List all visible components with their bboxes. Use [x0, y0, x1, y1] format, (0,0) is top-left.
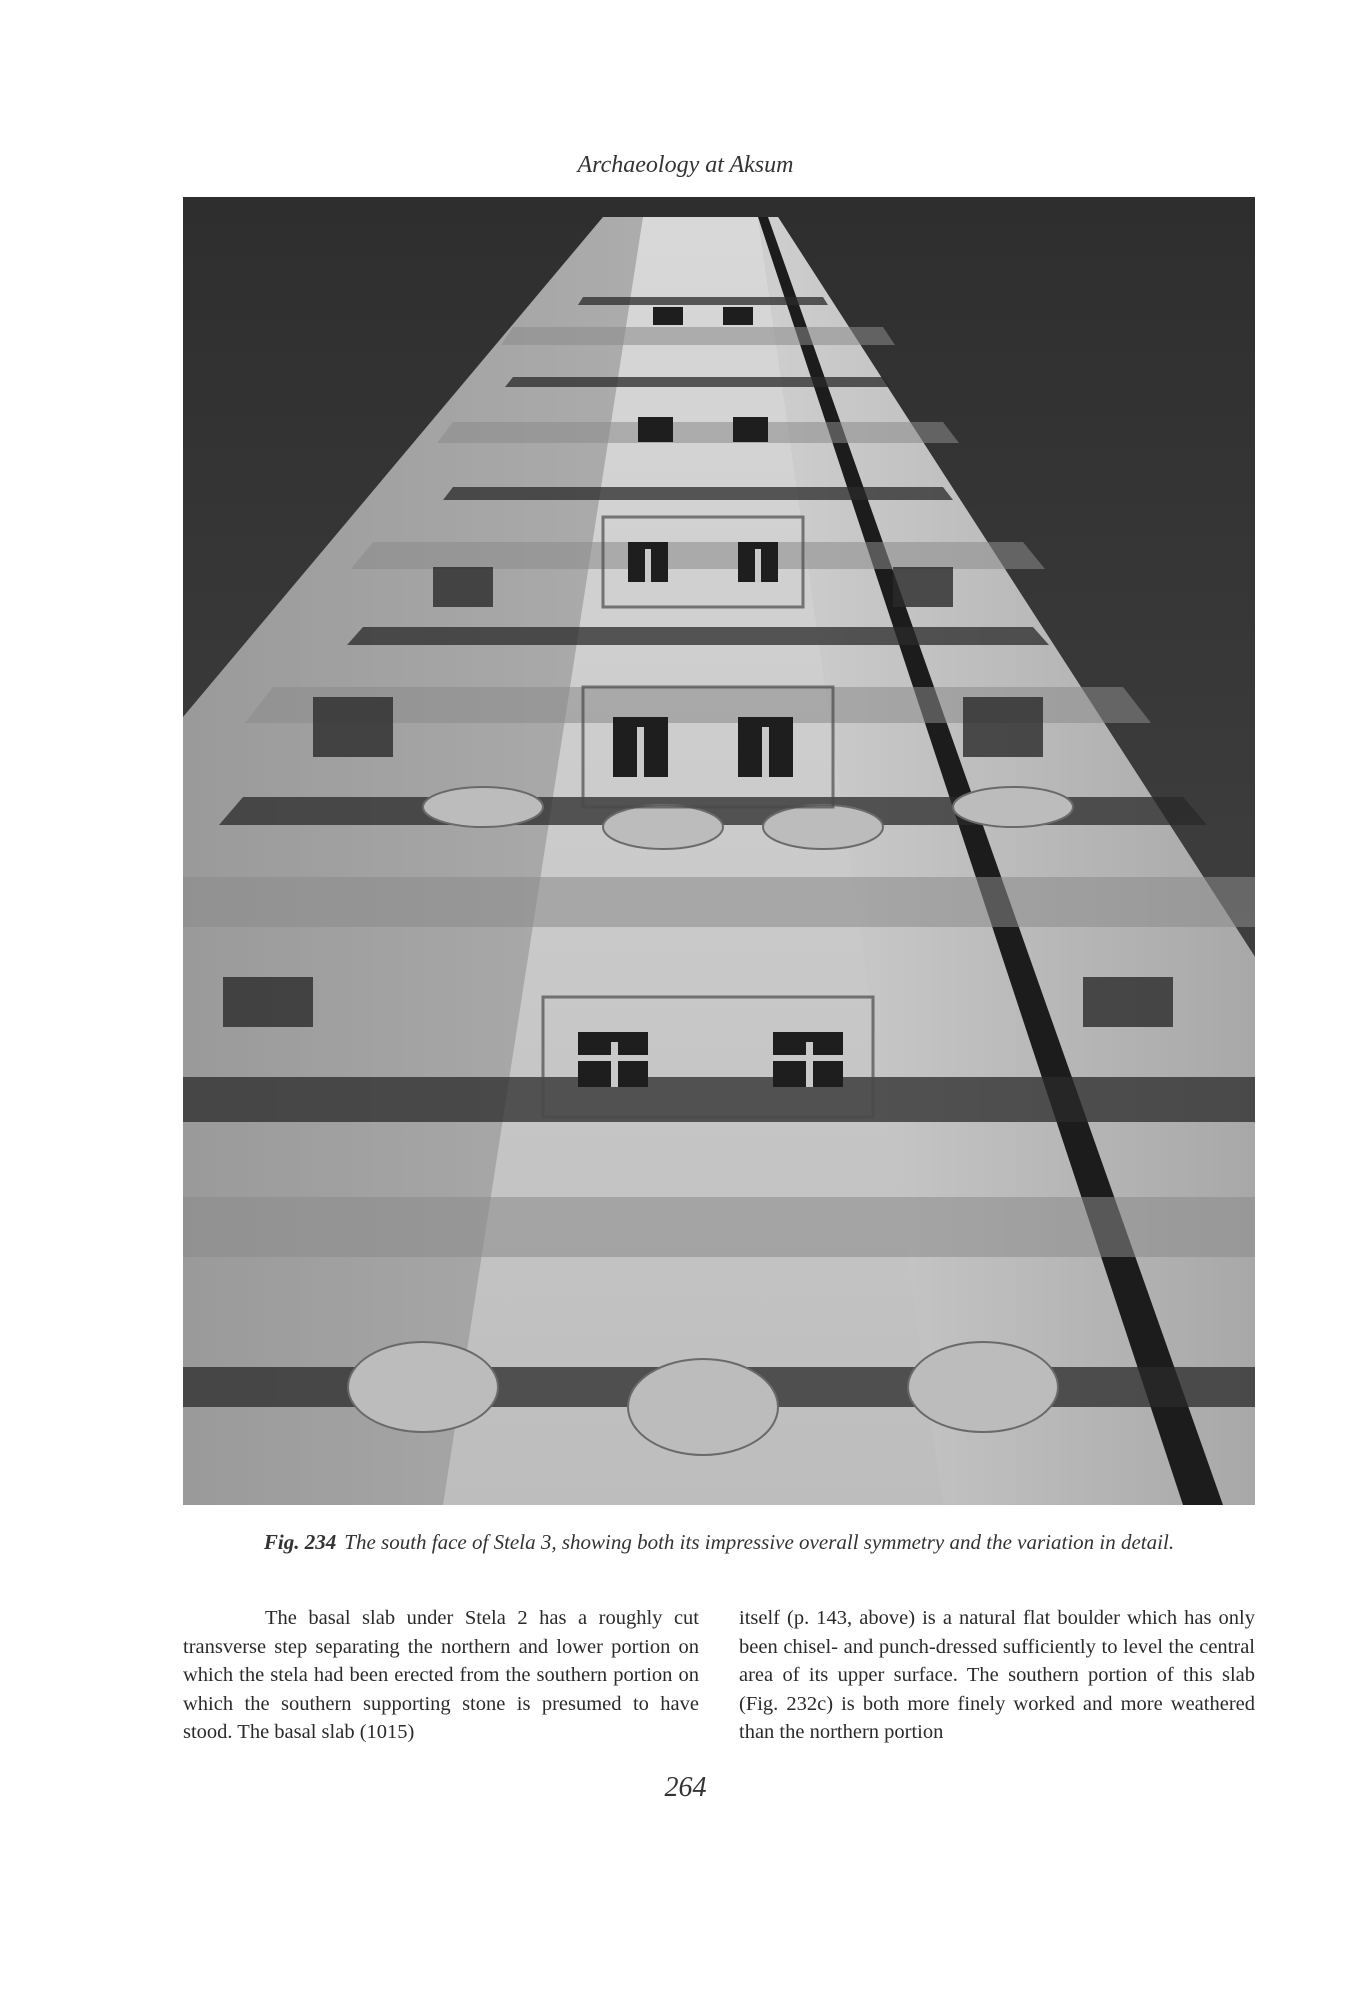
page-number: 264: [664, 1772, 707, 1803]
figure-caption: [183, 1530, 1255, 1555]
paragraph-right: itself (p. 143, above) is a natural flat boulder which has only been chisel- and punch-dressed sufficiently to level the central area of its upper surface. The southern portion of this slab (Fig. 232c) is both more finely worked and more weathered than the northern portion: [739, 1607, 1255, 1743]
figure-caption-text: The south face of Stela 3, showing both its impressive overall symmetry and the variation in detail.: [344, 1530, 1175, 1554]
body-column-right: [739, 1604, 1255, 1747]
running-head: Archaeology at Aksum: [577, 152, 794, 178]
figure-label: Fig. 234: [263, 1530, 337, 1554]
paragraph-left: The basal slab under Stela 2 has a roughly cut transverse step separating the northern and lower portion on which the stela had been erected from the southern portion on which the southern supporting stone is presumed to have stood. The basal slab (1015): [183, 1607, 699, 1743]
body-text: [183, 1604, 1255, 1747]
figure-photograph-stela: [183, 197, 1255, 1505]
body-column-left: [183, 1604, 699, 1747]
